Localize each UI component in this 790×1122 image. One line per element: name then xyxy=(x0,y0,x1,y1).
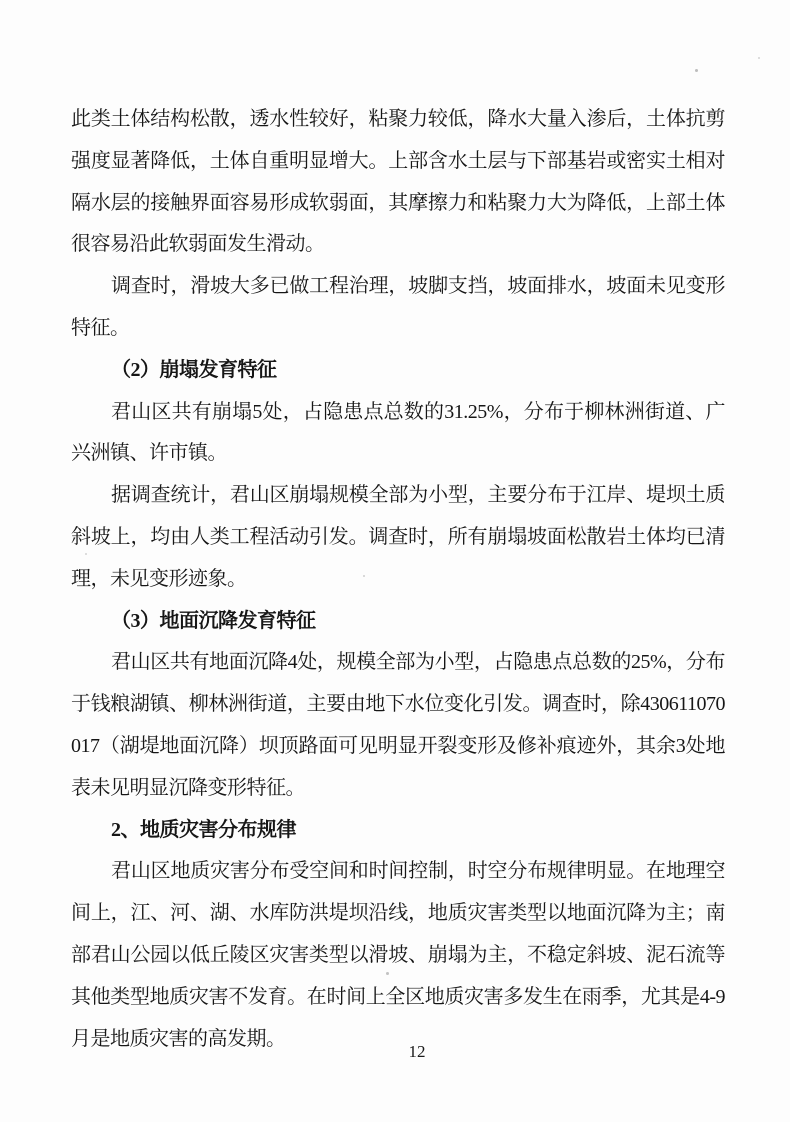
scan-speck xyxy=(363,575,365,577)
text-block xyxy=(71,99,725,1060)
scan-speck xyxy=(386,972,389,975)
heading-subsidence-features: （3）地面沉降发育特征 xyxy=(111,609,316,632)
scan-speck xyxy=(758,57,760,59)
body-paragraph-collapse-count: 君山区共有崩塌5处，占隐患点总数的31.25%，分布于柳林洲街道、广兴洲镇、许市镇。 xyxy=(71,400,725,465)
scan-speck xyxy=(85,553,87,555)
scan-speck xyxy=(695,69,698,72)
heading-collapse-features: （2）崩塌发育特征 xyxy=(111,358,277,381)
page-number: 12 xyxy=(408,1042,426,1061)
body-paragraph-collapse-stats: 据调查统计，君山区崩塌规模全部为小型，主要分布于江岸、堤坝土质斜坡上，均由人类工程活动引发。调查时，所有崩塌坡面松散岩土体均已清理，未见变形迹象。 xyxy=(71,484,725,590)
body-paragraph-soil-structure: 此类土体结构松散，透水性较好，粘聚力较低，降水大量入渗后，土体抗剪强度显著降低，土体自重明显增大。上部含水土层与下部基岩或密实土相对隔水层的接触界面容易形成软弱面，其摩擦力和粘聚力大为降低，上部土体很容易沿此软弱面发生滑动。 xyxy=(71,108,725,256)
body-paragraph-survey-treatment: 调查时，滑坡大多已做工程治理，坡脚支挡，坡面排水，坡面未见变形特征。 xyxy=(71,275,725,339)
body-paragraph-subsidence: 君山区共有地面沉降4处，规模全部为小型，占隐患点总数的25%，分布于钱粮湖镇、柳林洲街道，主要由地下水位变化引发。调查时，除430611070017（湖堤地面沉降）坝顶路面可见明显开裂变形及修补痕迹外，其余3处地表未见明显沉降变形特征。 xyxy=(71,651,725,799)
heading-distribution-pattern: 2、地质灾害分布规律 xyxy=(111,818,296,841)
body-paragraph-distribution: 君山区地质灾害分布受空间和时间控制，时空分布规律明显。在地理空间上，江、河、湖、水库防洪堤坝沿线，地质灾害类型以地面沉降为主；南部君山公园以低丘陵区灾害类型以滑坡、崩塌为主，不稳定斜坡、泥石流等其他类型地质灾害不发育。在时间上全区地质灾害多发生在雨季，尤其是4-9月是地质灾害的高发期。 xyxy=(71,860,725,1050)
